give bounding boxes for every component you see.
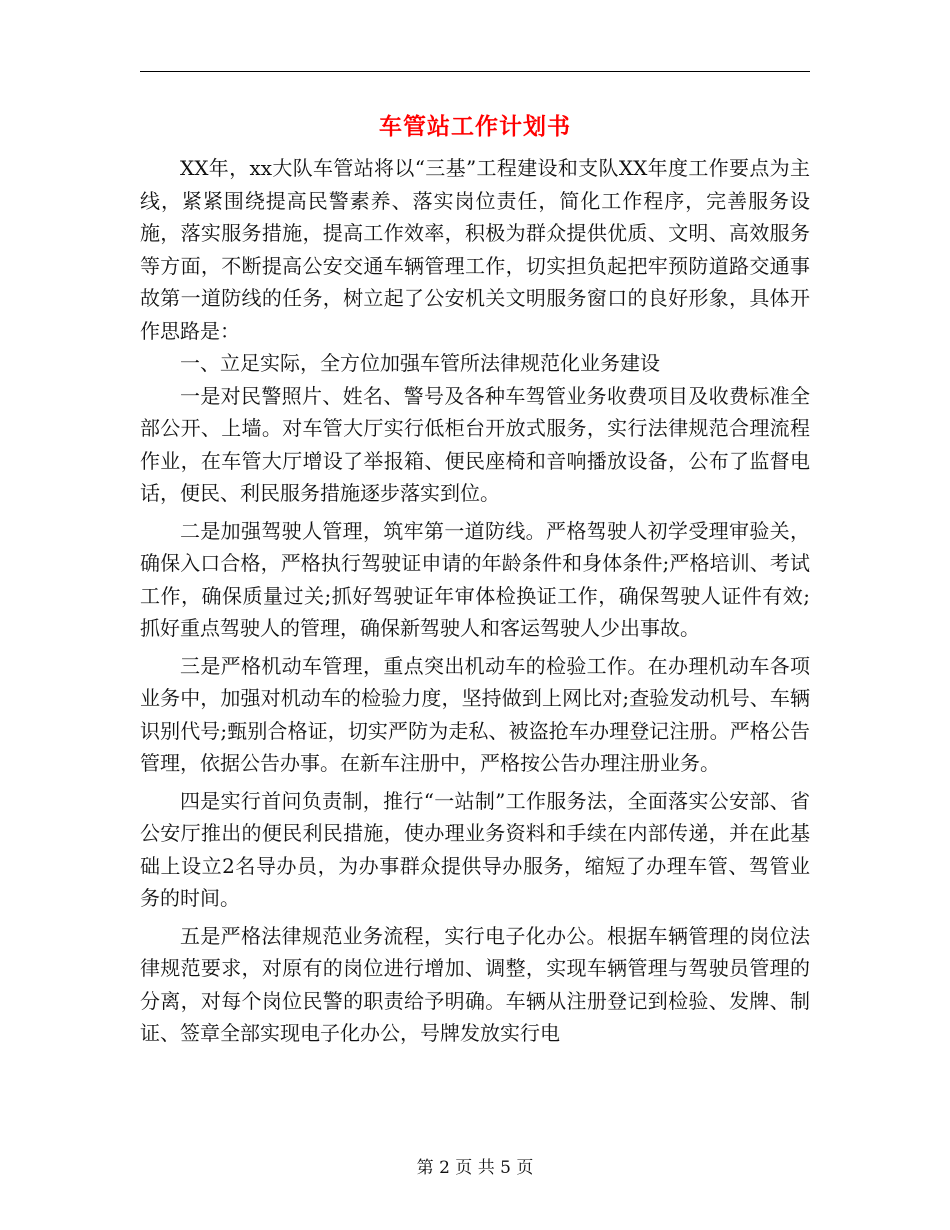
- paragraph-section-heading: 一、立足实际，全方位加强车管所法律规范化业务建设: [180, 351, 660, 375]
- paragraph-intro: XX年，xx大队车管站将以“三基”工程建设和支队XX年度工作要点为主线，紧紧围绕提高民警素养、落实岗位责任，简化工作程序，完善服务设施，落实服务措施，提高工作效率，积极为群众提供优质、文明、高效服务等方面，不断提高公安交通车辆管理工作，切实担负起把牢预防道路交通事故第一道防线的任务，树立起了公安机关文明服务窗口的良好形象，具体开作思路是：: [140, 156, 810, 343]
- header-rule: [140, 71, 810, 72]
- paragraph-point-3: 三是严格机动车管理，重点突出机动车的检验工作。在办理机动车各项业务中，加强对机动车的检验力度，坚持做到上网比对;查验发动机号、车辆识别代号;甄别合格证，切实严防为走私、被盗抢车办理登记注册。严格公告管理，依据公告办事。在新车注册中，严格按公告办理注册业务。: [140, 653, 810, 775]
- paragraph-point-4: 四是实行首问负责制，推行“一站制”工作服务法，全面落实公安部、省公安厅推出的便民利民措施，使办理业务资料和手续在内部传递，并在此基础上设立2名导办员，为办事群众提供导办服务，缩短了办理车管、驾管业务的时间。: [140, 788, 810, 910]
- paragraph-point-1: 一是对民警照片、姓名、警号及各种车驾管业务收费项目及收费标准全部公开、上墙。对车管大厅实行低柜台开放式服务，实行法律规范合理流程作业，在车管大厅增设了举报箱、便民座椅和音响播放设备，公布了监督电话，便民、利民服务措施逐步落实到位。: [140, 383, 810, 505]
- document-body: [140, 152, 810, 1050]
- document-title: 车管站工作计划书: [379, 113, 571, 140]
- paragraph-point-2: 二是加强驾驶人管理，筑牢第一道防线。严格驾驶人初学受理审验关，确保入口合格，严格执行驾驶证申请的年龄条件和身体条件;严格培训、考试工作，确保质量过关;抓好驾驶证年审体检换证工作，确保驾驶人证件有效;抓好重点驾驶人的管理，确保新驾驶人和客运驾驶人少出事故。: [140, 518, 810, 640]
- paragraph-point-5: 五是严格法律规范业务流程，实行电子化办公。根据车辆管理的岗位法律规范要求，对原有的岗位进行增加、调整，实现车辆管理与驾驶员管理的分离，对每个岗位民警的职责给予明确。车辆从注册登记到检验、发牌、制证、签章全部实现电子化办公，号牌发放实行电: [140, 923, 810, 1045]
- page-number: 第 2 页 共 5 页: [416, 1158, 534, 1178]
